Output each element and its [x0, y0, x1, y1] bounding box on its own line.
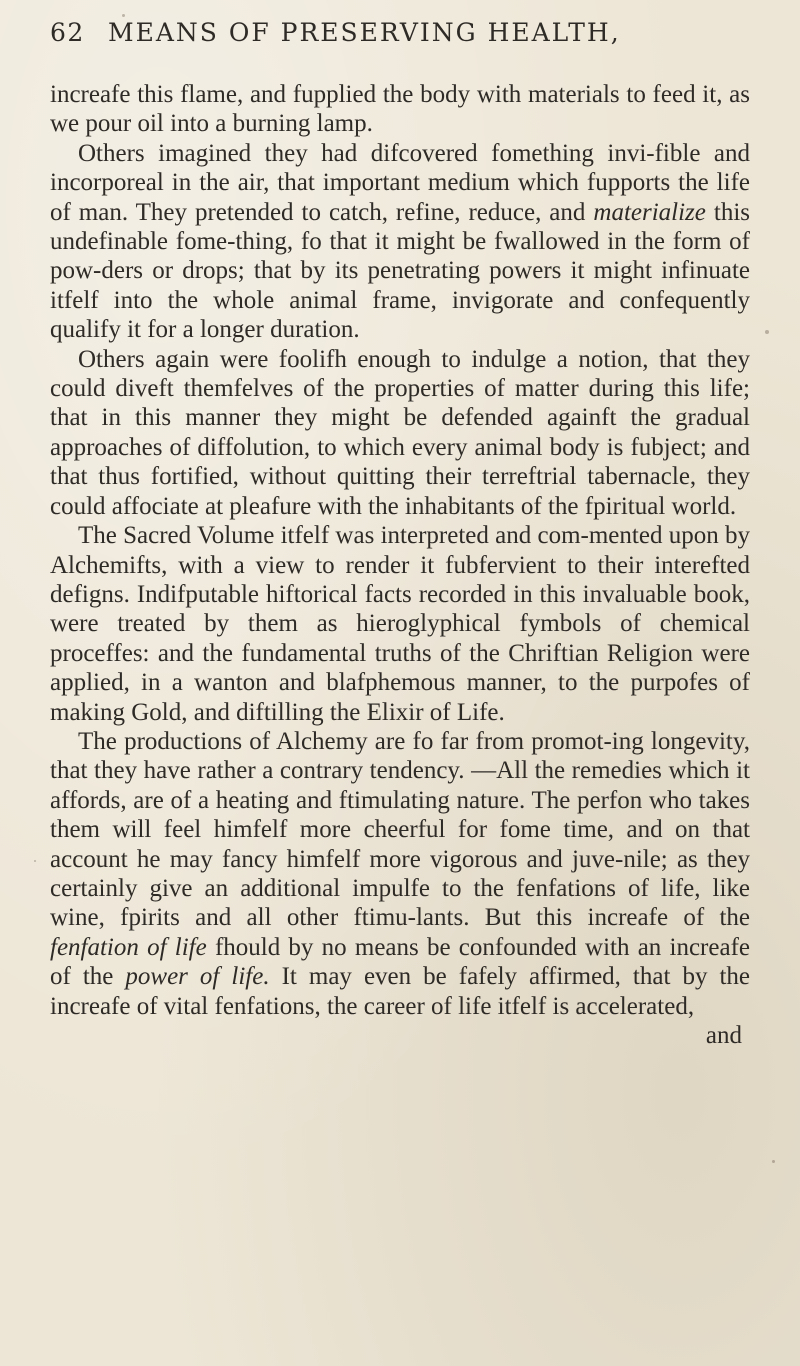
text-segment: It may even be fafely affirmed, that by the increafe of vital fenfations, the career of life itfelf is accelerated, — [50, 963, 750, 1020]
page-number: 62 — [50, 18, 85, 47]
text-segment: increafe this flame, and fupplied the body with materials to feed it, as we pour oil into a burning lamp. — [50, 81, 750, 138]
text-segment: Others imagined they had difcovered fomething invi-fible and incorporeal in the air, that important medium which fupports the life of man. They pretended to catch, refine, reduce, and — [50, 139, 750, 226]
body-text — [50, 80, 750, 1021]
catchword: and — [705, 1022, 742, 1049]
paragraph — [50, 139, 750, 345]
text-segment: The productions of Alchemy are fo far from promot-ing longevity, that they have rather a contrary tendency. —All the remedies which it affords, are of a heating and ftimulating nature. The perfon who takes them will feel himfelf more cheerful for fome time, and on that account he may fancy himfelf more vigorous and juve-nile; as they certainly give an additional impulfe to the fenfations of life, like wine, fpirits and all other ftimu-lants. But this increafe of the — [50, 727, 750, 932]
italic-text-segment: materialize — [593, 198, 706, 226]
paragraph — [50, 345, 750, 521]
text-segment: this undefinable fome-thing, fo that it might be fwallowed in the form of pow-ders or drops; that by its penetrating powers it might infinuate itfelf into the whole animal frame, invigorate and confequently qualify it for a longer duration. — [50, 198, 750, 344]
paragraph — [50, 521, 750, 727]
running-head-title: MEANS OF PRESERVING HEALTH, — [108, 18, 621, 47]
running-head — [50, 18, 750, 80]
paper-speck — [765, 330, 769, 334]
text-segment: Others again were foolifh enough to indulge a notion, that they could diveft themfelves of the properties of matter during this life; that in this manner they might be defended againft the gradual approaches of diffolution, to which every animal body is fubject; and that thus fortified, without quitting their terreftrial tabernacle, they could affociate at pleafure with the inhabitants of the fpiritual world. — [50, 345, 750, 520]
paper-speck — [772, 1160, 775, 1163]
text-segment: The Sacred Volume itfelf was interpreted and com-mented upon by Alchemifts, with a view to render it fubfervient to their interefted defigns. Indifputable hiftorical facts recorded in this invaluable book, were treated by them as hieroglyphical fymbols of chemical proceffes: and the fundamental truths of the Chriftian Religion were applied, in a wanton and blafphemous manner, to the purpofes of making Gold, and diftilling the Elixir of Life. — [50, 522, 750, 726]
italic-text-segment: power of life. — [125, 963, 270, 991]
book-page — [50, 18, 750, 1348]
paragraph — [50, 727, 750, 1021]
paper-speck — [122, 14, 125, 17]
paper-speck — [34, 860, 36, 862]
text-segment: fhould by no means be confounded with an increafe of the — [50, 933, 751, 991]
paragraph — [50, 80, 750, 139]
italic-text-segment: fenfation of life — [50, 933, 207, 961]
